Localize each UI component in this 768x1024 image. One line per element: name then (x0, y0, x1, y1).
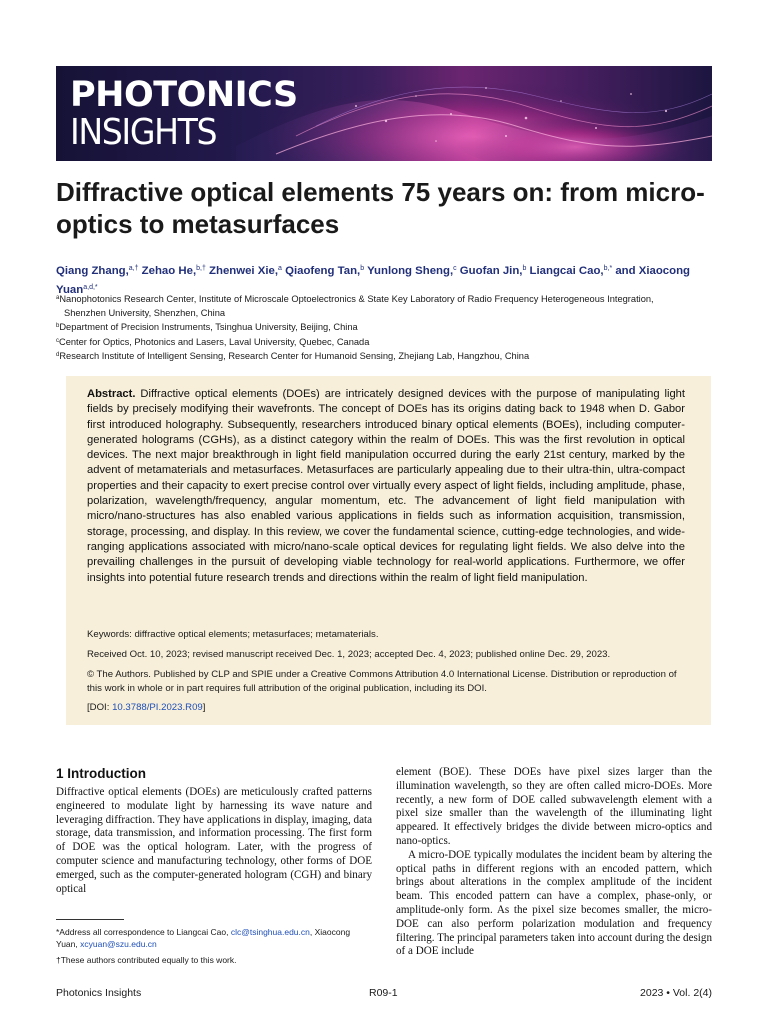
keywords: Keywords: diffractive optical elements; metasurfaces; metamaterials. (87, 629, 379, 640)
author-affiliation-marker: b (522, 265, 527, 272)
author-affiliation-marker: a (278, 265, 282, 272)
email-link-yuan[interactable]: xcyuan@szu.edu.cn (80, 939, 157, 950)
license-notice: © The Authors. Published by CLP and SPIE under a Creative Commons Attribution 4.0 International License. Distribution or reproduction of this work in whole or in part requires full attribution of the original publication, including its DOI. (87, 669, 677, 694)
author-name: Zehao He, (138, 265, 197, 277)
intro-paragraph-3: A micro-DOE typically modulates the incident beam by altering the optical paths in different regions with an encoded pattern, which brings about alterations in the complex amplitude of the incident beam. This encoded pattern can have a complex, phase-only, or amplitude-only form. As the pixel size becomes smaller, the micro-DOE can also perform polarization modulation and frequency filtering. The principal parameters taken into account during the design of a DOE include (396, 848, 712, 958)
doi-line (87, 701, 687, 715)
author-affiliation-marker: a,† (128, 265, 139, 272)
author-name: Yunlong Sheng, (364, 265, 454, 277)
author-affiliation-marker: c (453, 265, 457, 272)
affiliation-text: Department of Precision Instruments, Tsinghua University, Beijing, China (59, 322, 358, 333)
intro-paragraph-1: Diffractive optical elements (DOEs) are meticulously crafted patterns engineered to modulate light by harnessing its wave nature and leveraging diffraction. They have applications in display, imaging, data storage, data transmission, and information processing. The first form of DOE was the optical hologram. Later, with the progress of computer science and manufacturing technology, other forms of DOE emerged, such as the computer-generated hologram (CGH) and binary optical (56, 786, 372, 895)
doi-link[interactable]: 10.3788/PI.2023.R09 (112, 702, 203, 713)
affiliation-text: Nanophotonics Research Center, Institute of Microscale Optoelectronics & State Key Laboratory of Radio Frequency Heterogeneous Integration, (59, 294, 654, 304)
author-name: and Xiaocong Yuan (56, 265, 691, 296)
left-column (56, 786, 372, 896)
affiliation-line (56, 349, 716, 364)
doi-suffix: ] (202, 702, 206, 713)
affiliations (56, 292, 716, 364)
author-affiliation-marker: b,† (196, 265, 206, 272)
author-name: Guofan Jin, (456, 265, 523, 277)
abstract-text (87, 387, 685, 586)
author-affiliation-marker: b (360, 265, 365, 272)
footer-page-number: R09-1 (369, 987, 398, 999)
correspondence-footnote (56, 926, 372, 950)
affiliation-line (56, 335, 716, 350)
abstract-label: Abstract. (87, 388, 136, 400)
footnote-rule (56, 919, 124, 920)
affiliation-key: b (56, 323, 60, 330)
equal-contribution-footnote: †These authors contributed equally to this work. (56, 955, 237, 966)
affiliation-line (56, 320, 716, 335)
affiliation-text: Center for Optics, Photonics and Lasers, Laval University, Quebec, Canada (59, 336, 370, 347)
affiliation-key: d (56, 352, 60, 359)
abstract-body: Diffractive optical elements (DOEs) are intricately designed devices with the purpose of manipulating light fields by precisely modifying their wavefronts. The concept of DOEs has its origins dating back to 1948 when D. Gabor first introduced holography. Subsequently, researchers introduced binary optical elements (BOEs), including computer-generated holograms (CGHs), as a distinct category within the realm of DOEs. This was the first revolution in optical devices. The next major breakthrough in light field manipulation occurred during the early 21st century, marked by the advent of metamaterials and metasurfaces. Metasurfaces are particularly appealing due to their ultra-thin, ultra-compact properties and their capacity to exert precise control over virtually every aspect of light fields, including amplitude, phase, polarization, wavelength/frequency, angular momentum, etc. The advancement of light field manipulation with micro/nano-structures has also enabled various applications in fields such as information acquisition, transmission, storage, processing, and display. In this review, we cover the fundamental science, cutting-edge technologies, and wide-ranging applications associated with micro/nano-scale optical devices for regulating light fields. We also delve into the prevailing challenges in the pursuit of developing viable technology for real-world applications. Furthermore, we offer insights into potential future research trends and directions within the realm of light field manipulation. (87, 388, 685, 584)
doi-prefix: [DOI: (87, 702, 113, 713)
abstract-box (66, 376, 711, 725)
footer-issue: 2023 • Vol. 2(4) (640, 987, 712, 999)
author-affiliation-marker: a,d,* (83, 283, 98, 291)
author-name: Zhenwei Xie, (205, 265, 279, 277)
affiliation-text: Research Institute of Intelligent Sensing, Research Center for Humanoid Sensing, Zhejiang Lab, Hangzhou, China (59, 351, 530, 362)
author-name: Liangcai Cao, (526, 265, 604, 277)
author-name: Qiang Zhang, (56, 265, 129, 277)
author-affiliation-marker: b,* (603, 265, 613, 272)
right-column (396, 766, 712, 959)
journal-banner (56, 66, 712, 161)
correspondence-mid: , Xiaocong Yuan, (56, 927, 351, 950)
intro-paragraph-2: element (BOE). These DOEs have pixel sizes larger than the illumination wavelength, so they are often called micro-DOEs. More recently, a new form of DOE called subwavelength element with a pixel size smaller than the wavelength of the illuminating light appeared. It effectively bridges the divide between micro-optics and nano-optics. (396, 766, 712, 847)
article-title: Diffractive optical elements 75 years on: from micro-optics to metasurfaces (56, 177, 705, 239)
email-link-cao[interactable]: clc@tsinghua.edu.cn (230, 927, 310, 937)
logo-line-2: INSIGHTS (70, 112, 217, 153)
logo-line-1: PHOTONICS (70, 75, 298, 115)
footnotes (56, 926, 372, 971)
affiliation-text: Shenzhen University, Shenzhen, China (64, 307, 226, 318)
footer-journal: Photonics Insights (56, 987, 142, 999)
author-name: Qiaofeng Tan, (281, 265, 361, 277)
affiliation-line (56, 292, 716, 307)
correspondence-prefix: *Address all correspondence to Liangcai Cao, (56, 927, 231, 937)
section-heading-introduction: 1 Introduction (56, 766, 146, 781)
affiliation-line (56, 307, 716, 321)
affiliation-key: a (56, 295, 60, 301)
journal-logo (70, 76, 298, 152)
affiliation-key: c (56, 337, 59, 344)
received-dates: Received Oct. 10, 2023; revised manuscript received Dec. 1, 2023; accepted Dec. 4, 2023; published online Dec. 29, 2023. (87, 649, 611, 660)
